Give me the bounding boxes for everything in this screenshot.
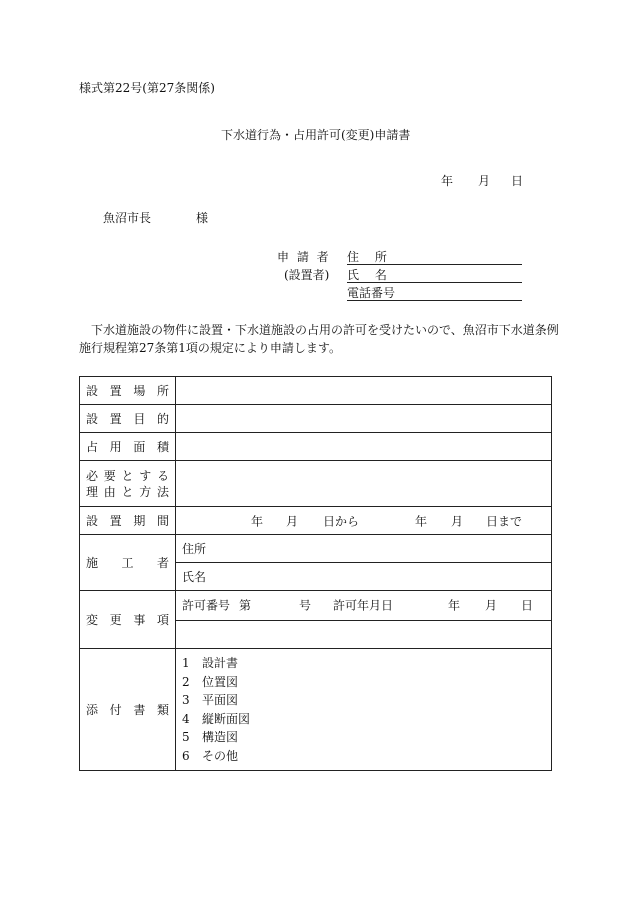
contractor-name-label: 氏名 <box>182 570 207 584</box>
permit-date-day: 日 <box>521 598 534 613</box>
area-value[interactable] <box>176 433 552 461</box>
attachment-item <box>182 691 551 710</box>
attachment-name: 位置図 <box>202 674 239 689</box>
row-attachments <box>80 649 552 771</box>
area-label: 占 用 面 積 <box>86 440 169 454</box>
row-period <box>80 507 552 535</box>
document-title: 下水道行為・占用許可(変更)申請書 <box>221 128 411 142</box>
attachment-item <box>182 710 551 729</box>
attachment-number: 2 <box>182 674 190 689</box>
permit-dai: 第 <box>239 598 252 613</box>
permit-date-year: 年 <box>448 598 461 613</box>
location-label: 設 置 場 所 <box>86 384 169 398</box>
purpose-label: 設 置 目 的 <box>86 412 169 426</box>
row-area <box>80 433 552 461</box>
contractor-address-label: 住所 <box>182 542 207 556</box>
period-from-month: 月 <box>286 514 299 528</box>
application-table <box>79 376 552 771</box>
form-number: 様式第22号(第27条関係) <box>79 81 215 95</box>
attachment-name: 縦断面図 <box>202 711 251 726</box>
location-value[interactable] <box>176 377 552 405</box>
reason-label-line-2: 理 由 と 方 法 <box>86 484 169 499</box>
applicant-name-line[interactable] <box>347 282 522 283</box>
changes-value[interactable] <box>176 621 552 649</box>
contractor-name-value[interactable] <box>176 563 552 591</box>
attachment-number: 6 <box>182 748 190 763</box>
statement-line-2: 施行規程第27条第1項の規定により申請します。 <box>79 341 341 355</box>
row-contractor-address <box>80 535 552 563</box>
permit-date-month: 月 <box>485 598 498 613</box>
period-to-month: 月 <box>451 514 464 528</box>
row-location <box>80 377 552 405</box>
addressee-honorific: 様 <box>196 211 209 225</box>
date-year: 年 <box>441 174 454 188</box>
row-changes-permit <box>80 591 552 621</box>
contractor-address-value[interactable] <box>176 535 552 563</box>
attachments-label: 添 付 書 類 <box>86 703 169 717</box>
applicant-sub-label: (設置者) <box>284 268 330 282</box>
row-reason <box>80 461 552 507</box>
applicant-address-label: 住 所 <box>347 250 387 264</box>
addressee-name: 魚沼市長 <box>103 211 152 225</box>
permit-go: 号 <box>299 598 312 613</box>
applicant-phone-label: 電話番号 <box>347 286 396 300</box>
contractor-label: 施 工 者 <box>86 556 169 570</box>
period-to-year: 年 <box>415 514 428 528</box>
permit-date-label: 許可年月日 <box>333 598 394 613</box>
period-to-day: 日まで <box>486 514 523 528</box>
changes-label: 変 更 事 項 <box>86 613 169 627</box>
attachments-value <box>176 649 552 771</box>
period-from-year: 年 <box>251 514 264 528</box>
date-day: 日 <box>511 174 524 188</box>
period-label: 設 置 期 間 <box>86 514 169 528</box>
applicant-label: 申 請 者 <box>277 250 331 264</box>
date-month: 月 <box>478 174 491 188</box>
attachment-number: 5 <box>182 730 190 744</box>
attachment-name: 平面図 <box>202 693 239 707</box>
applicant-address-line[interactable] <box>347 264 522 265</box>
attachment-item <box>182 728 551 747</box>
period-value[interactable] <box>176 507 552 535</box>
attachment-list <box>176 649 551 770</box>
attachment-item <box>182 654 551 673</box>
permit-number-label: 許可番号 <box>182 598 231 613</box>
reason-label-line-1: 必 要 と す る <box>86 468 169 483</box>
applicant-phone-line[interactable] <box>347 300 522 301</box>
applicant-name-label: 氏 名 <box>347 268 387 282</box>
attachment-name: その他 <box>202 748 239 763</box>
statement-line-1: 下水道施設の物件に設置・下水道施設の占用の許可を受けたいので、魚沼市下水道条例 <box>91 323 559 337</box>
attachment-name: 構造図 <box>202 730 239 744</box>
period-from-day: 日から <box>323 514 360 528</box>
attachment-number: 1 <box>182 656 190 670</box>
attachment-name: 設計書 <box>202 656 239 670</box>
permit-info[interactable] <box>176 591 552 621</box>
reason-value[interactable] <box>176 461 552 507</box>
attachment-item <box>182 747 551 766</box>
attachment-number: 4 <box>182 711 190 726</box>
attachment-item <box>182 673 551 692</box>
purpose-value[interactable] <box>176 405 552 433</box>
row-purpose <box>80 405 552 433</box>
attachment-number: 3 <box>182 693 190 707</box>
